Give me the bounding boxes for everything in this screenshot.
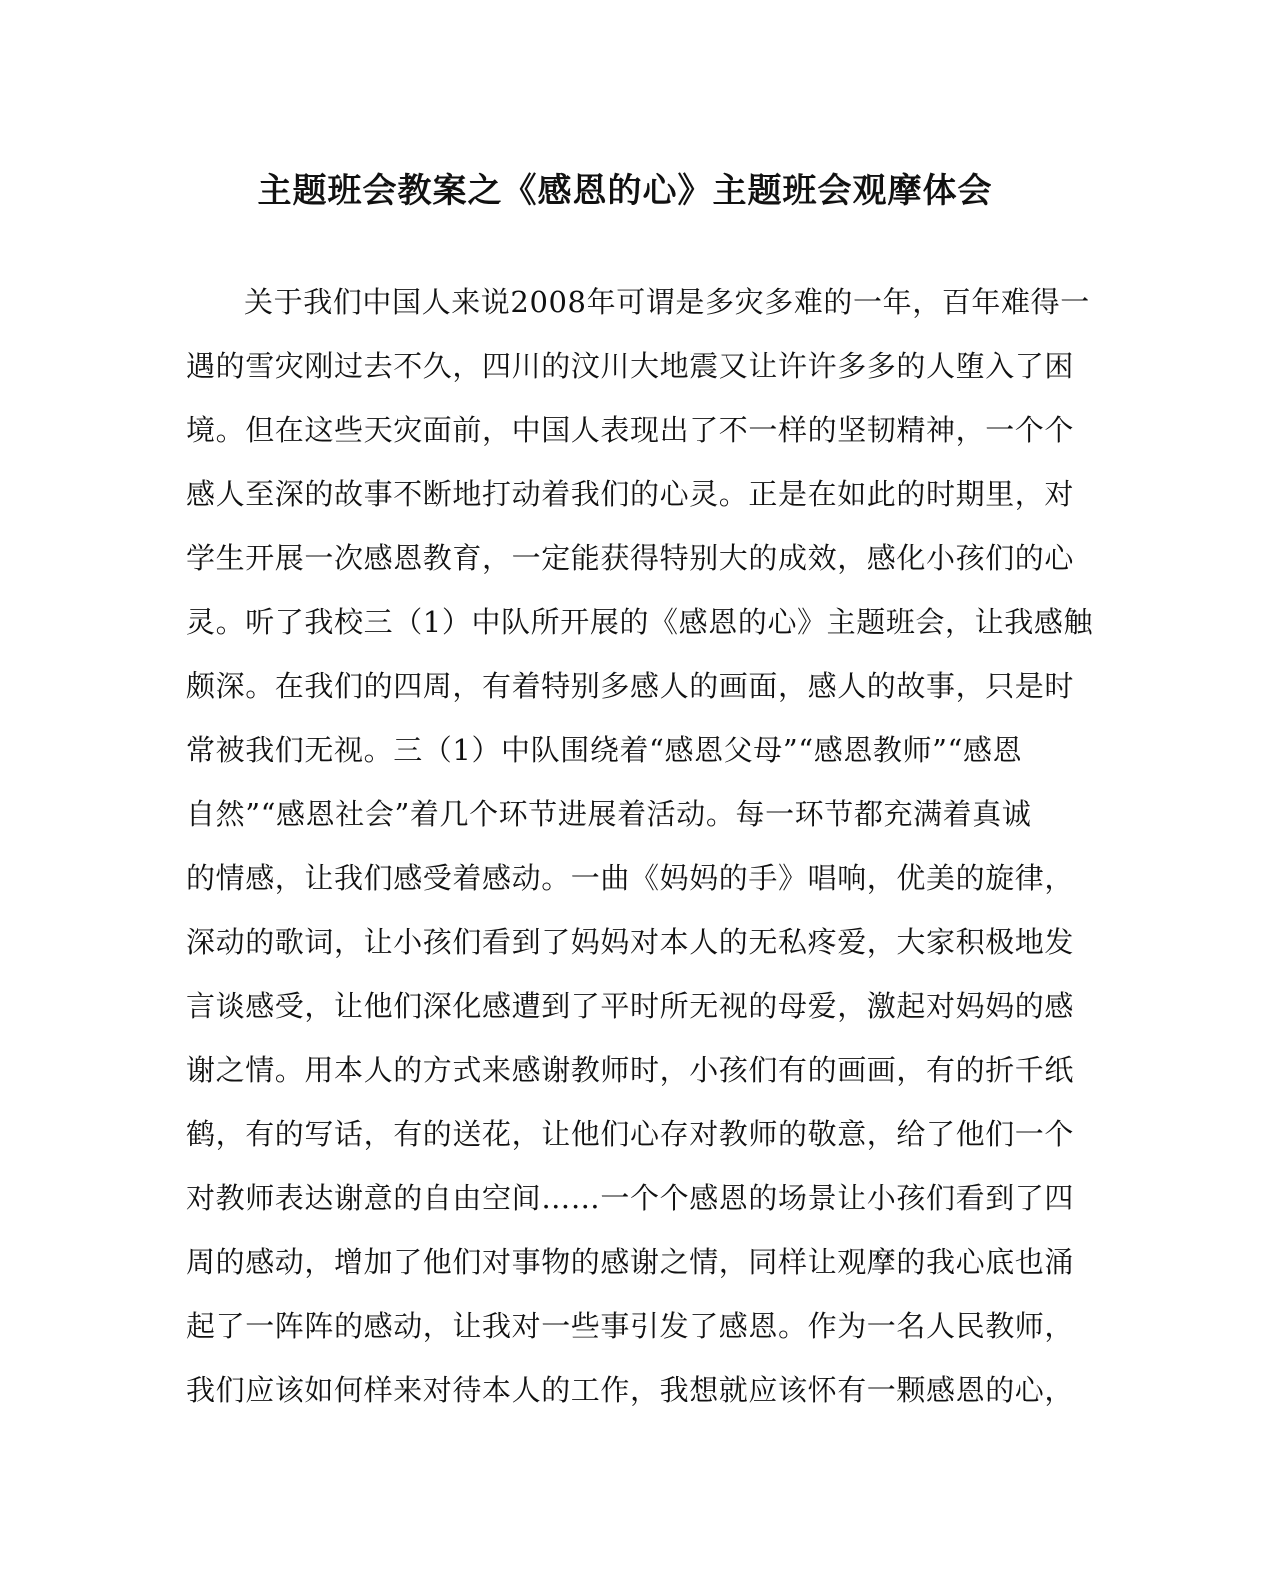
paragraph-line: 颇深。在我们的四周，有着特别多感人的画面，感人的故事，只是时 (186, 669, 1075, 703)
paragraph-line: 感人至深的故事不断地打动着我们的心灵。正是在如此的时期里，对 (186, 477, 1075, 511)
paragraph-line: 学生开展一次感恩教育，一定能获得特别大的成效，感化小孩们的心 (186, 541, 1075, 575)
paragraph-line: 常被我们无视。三（1）中队围绕着“感恩父母”“感恩教师”“感恩 (186, 733, 1023, 767)
paragraph-line: 深动的歌词，让小孩们看到了妈妈对本人的无私疼爱，大家积极地发 (186, 925, 1075, 959)
paragraph-line: 遇的雪灾刚过去不久，四川的汶川大地震又让许许多多的人堕入了困 (186, 349, 1075, 383)
paragraph-line: 对教师表达谢意的自由空间……一个个感恩的场景让小孩们看到了四 (186, 1181, 1075, 1215)
paragraph-line: 起了一阵阵的感动，让我对一些事引发了感恩。作为一名人民教师， (186, 1309, 1075, 1343)
paragraph-line: 灵。听了我校三（1）中队所开展的《感恩的心》主题班会，让我感触 (186, 605, 1094, 639)
paragraph-line: 鹤，有的写话，有的送花，让他们心存对教师的敬意，给了他们一个 (186, 1117, 1075, 1151)
document-title: 主题班会教案之《感恩的心》主题班会观摩体会 (257, 171, 993, 211)
paragraph-line: 自然”“感恩社会”着几个环节进展着活动。每一环节都充满着真诚 (186, 797, 1032, 831)
paragraph-line: 我们应该如何样来对待本人的工作，我想就应该怀有一颗感恩的心， (186, 1373, 1075, 1407)
paragraph-line: 谢之情。用本人的方式来感谢教师时，小孩们有的画画，有的折千纸 (186, 1053, 1075, 1087)
paragraph-line: 关于我们中国人来说2008年可谓是多灾多难的一年，百年难得一 (244, 285, 1090, 319)
body-paragraph (186, 276, 1094, 1428)
paragraph-line: 言谈感受，让他们深化感遭到了平时所无视的母爱，激起对妈妈的感 (186, 989, 1075, 1023)
paragraph-line: 境。但在这些天灾面前，中国人表现出了不一样的坚韧精神，一个个 (186, 413, 1075, 447)
paragraph-line: 的情感，让我们感受着感动。一曲《妈妈的手》唱响，优美的旋律， (186, 861, 1075, 895)
paragraph-line: 周的感动，增加了他们对事物的感谢之情，同样让观摩的我心底也涌 (186, 1245, 1075, 1279)
